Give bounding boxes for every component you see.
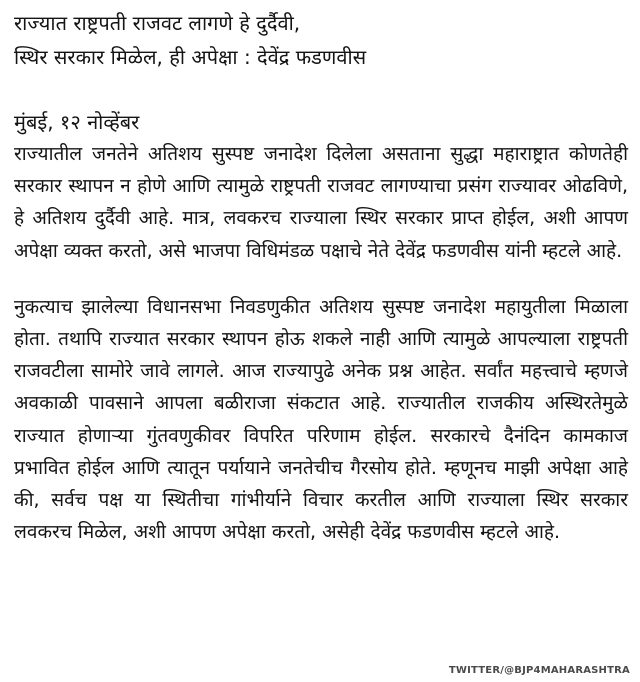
headline-line-1: राज्यात राष्ट्रपती राजवट लागणे हे दुर्दैवी, [14, 11, 301, 35]
image-credit: TWITTER/@BJP4MAHARASHTRA [448, 665, 630, 676]
paragraph-1: राज्यातील जनतेने अतिशय सुस्पष्ट जनादेश दिलेला असताना सुद्धा महाराष्ट्रात कोणतेही सरकार स्थापन न होणे आणि त्यामुळे राष्ट्रपती राजवट लागण्याचा प्रसंग राज्यावर ओढविणे, हे अतिशय दुर्दैवी आहे. मात्र, लवकरच राज्याला स्थिर सरकार प्राप्त होईल, अशी आपण अपेक्षा व्यक्त करतो, असे भाजपा विधिमंडळ पक्षाचे नेते देवेंद्र फडणवीस यांनी म्हटले आहे. [14, 143, 628, 262]
dateline: मुंबई, १२ नोव्हेंबर [14, 110, 140, 134]
headline-line-2: स्थिर सरकार मिळेल, ही अपेक्षा : देवेंद्र फडणवीस [14, 45, 367, 69]
press-release [14, 6, 628, 548]
paragraph-2: नुकत्याच झालेल्या विधानसभा निवडणुकीत अतिशय सुस्पष्ट जनादेश महायुतीला मिळाला होता. तथापि राज्यात सरकार स्थापन होऊ शकले नाही आणि त्यामुळे आपल्याला राष्ट्रपती राजवटीला सामोरे जावे लागले. आज राज्यापुढे अनेक प्रश्न आहेत. सर्वांत महत्त्वाचे म्हणजे अवकाळी पावसाने आपला बळीराजा संकटात आहे. राज्यातील राजकीय अस्थिरतेमुळे राज्यात होणाऱ्या गुंतवणुकीवर विपरित परिणाम होईल. सरकारचे दैनंदिन कामकाज प्रभावित होईल आणि त्यातून पर्यायाने जनतेचीच गैरसोय होते. म्हणूनच माझी अपेक्षा आहे की, सर्वच पक्ष या स्थितीचा गांभीर्याने विचार करतील आणि राज्याला स्थिर सरकार लवकरच मिळेल, अशी आपण अपेक्षा करतो, असेही देवेंद्र फडणवीस म्हटले आहे. [14, 295, 628, 544]
